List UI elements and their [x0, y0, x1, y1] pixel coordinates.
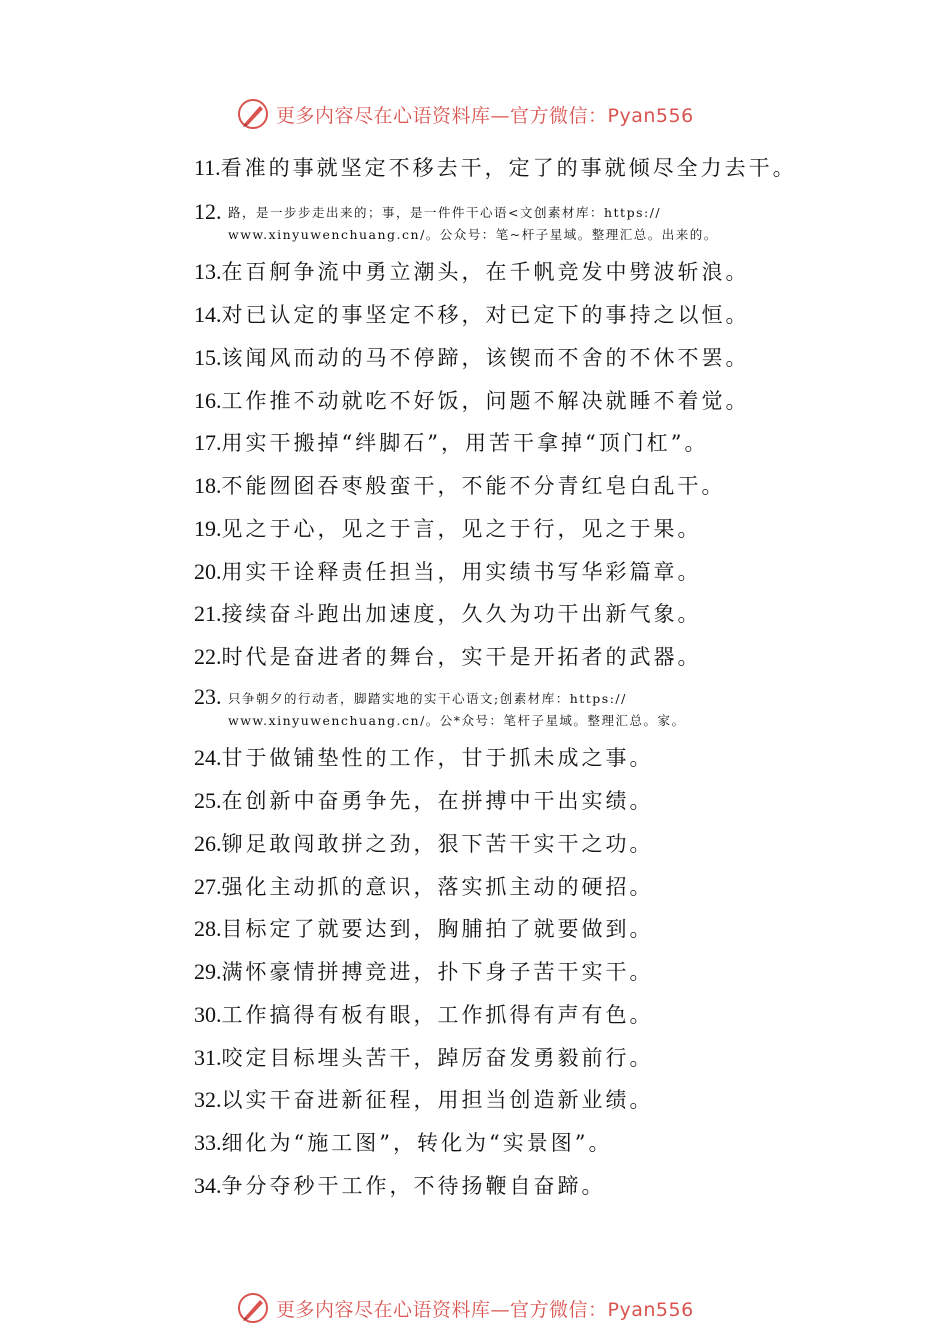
- list-item: 32.以实干奋进新征程，用担当创造新业绩。: [194, 1087, 654, 1112]
- list-item-text-continued: www.xinyuwenchuang.cn/。公众号：笔~杆子星域。整理汇总。出来的。: [228, 227, 718, 242]
- list-item: 31.咬定目标埋头苦干，踔厉奋发勇毅前行。: [194, 1045, 654, 1070]
- list-item: 33.细化为“施工图”，转化为“实景图”。: [194, 1130, 613, 1155]
- list-item: 27.强化主动抓的意识，落实抓主动的硬招。: [194, 874, 654, 899]
- list-item: 16.工作推不动就吃不好饭，问题不解决就睡不着觉。: [194, 388, 750, 413]
- list-item: 28.目标定了就要达到，胸脯拍了就要做到。: [194, 916, 654, 941]
- list-item: 29.满怀豪情拼搏竞进，扑下身子苦干实干。: [194, 959, 654, 984]
- list-item-text: 路，是一步步走出来的；事，是一件件干心语<文创素材库：https://: [228, 205, 662, 220]
- list-item: 18.不能囫囵吞枣般蛮干，不能不分青红皂白乱干。: [194, 473, 726, 498]
- list-item: 14.对已认定的事坚定不移，对已定下的事持之以恒。: [194, 302, 750, 327]
- list-item: 26.铆足敢闯敢拼之劲，狠下苦干实干之功。: [194, 831, 654, 856]
- list-item: 22.时代是奋进者的舞台，实干是开拓者的武器。: [194, 644, 702, 669]
- banner-text: 更多内容尽在心语资料库—官方微信：Pyan556: [276, 104, 694, 127]
- banner-text: 更多内容尽在心语资料库—官方微信：Pyan556: [276, 1298, 694, 1321]
- list-item: 19.见之于心，见之于言，见之于行，见之于果。: [194, 516, 702, 541]
- list-item: 17.用实干搬掉“绊脚石”，用苦干拿掉“顶门杠”。: [194, 430, 709, 455]
- header-banner: [236, 97, 736, 131]
- list-item: 23.: [194, 684, 222, 709]
- list-item: 25.在创新中奋勇争先，在拼搏中干出实绩。: [194, 788, 654, 813]
- list-item: 13.在百舸争流中勇立潮头，在千帆竞发中劈波斩浪。: [194, 259, 750, 284]
- pen-logo-icon: [236, 97, 270, 131]
- list-item: 15.该闻风而动的马不停蹄，该锲而不舍的不休不罢。: [194, 345, 750, 370]
- list-item: 34.争分夺秒干工作，不待扬鞭自奋蹄。: [194, 1173, 606, 1198]
- list-item: 11.看准的事就坚定不移去干，定了的事就倾尽全力去干。: [194, 155, 797, 180]
- list-item: 20.用实干诠释责任担当，用实绩书写华彩篇章。: [194, 559, 702, 584]
- list-item-text: 只争朝夕的行动者，脚踏实地的实干心语文;创素材库：https://: [228, 691, 627, 706]
- pen-logo-icon: [236, 1291, 270, 1325]
- list-item: 30.工作搞得有板有眼，工作抓得有声有色。: [194, 1002, 654, 1027]
- list-item-text-continued: www.xinyuwenchuang.cn/。公*众号：笔杆子星域。整理汇总。家。: [228, 713, 686, 728]
- list-item: 24.甘于做铺垫性的工作，甘于抓未成之事。: [194, 745, 654, 770]
- list-item: 12.: [194, 199, 222, 224]
- list-item: 21.接续奋斗跑出加速度，久久为功干出新气象。: [194, 601, 702, 626]
- footer-banner: [236, 1291, 736, 1325]
